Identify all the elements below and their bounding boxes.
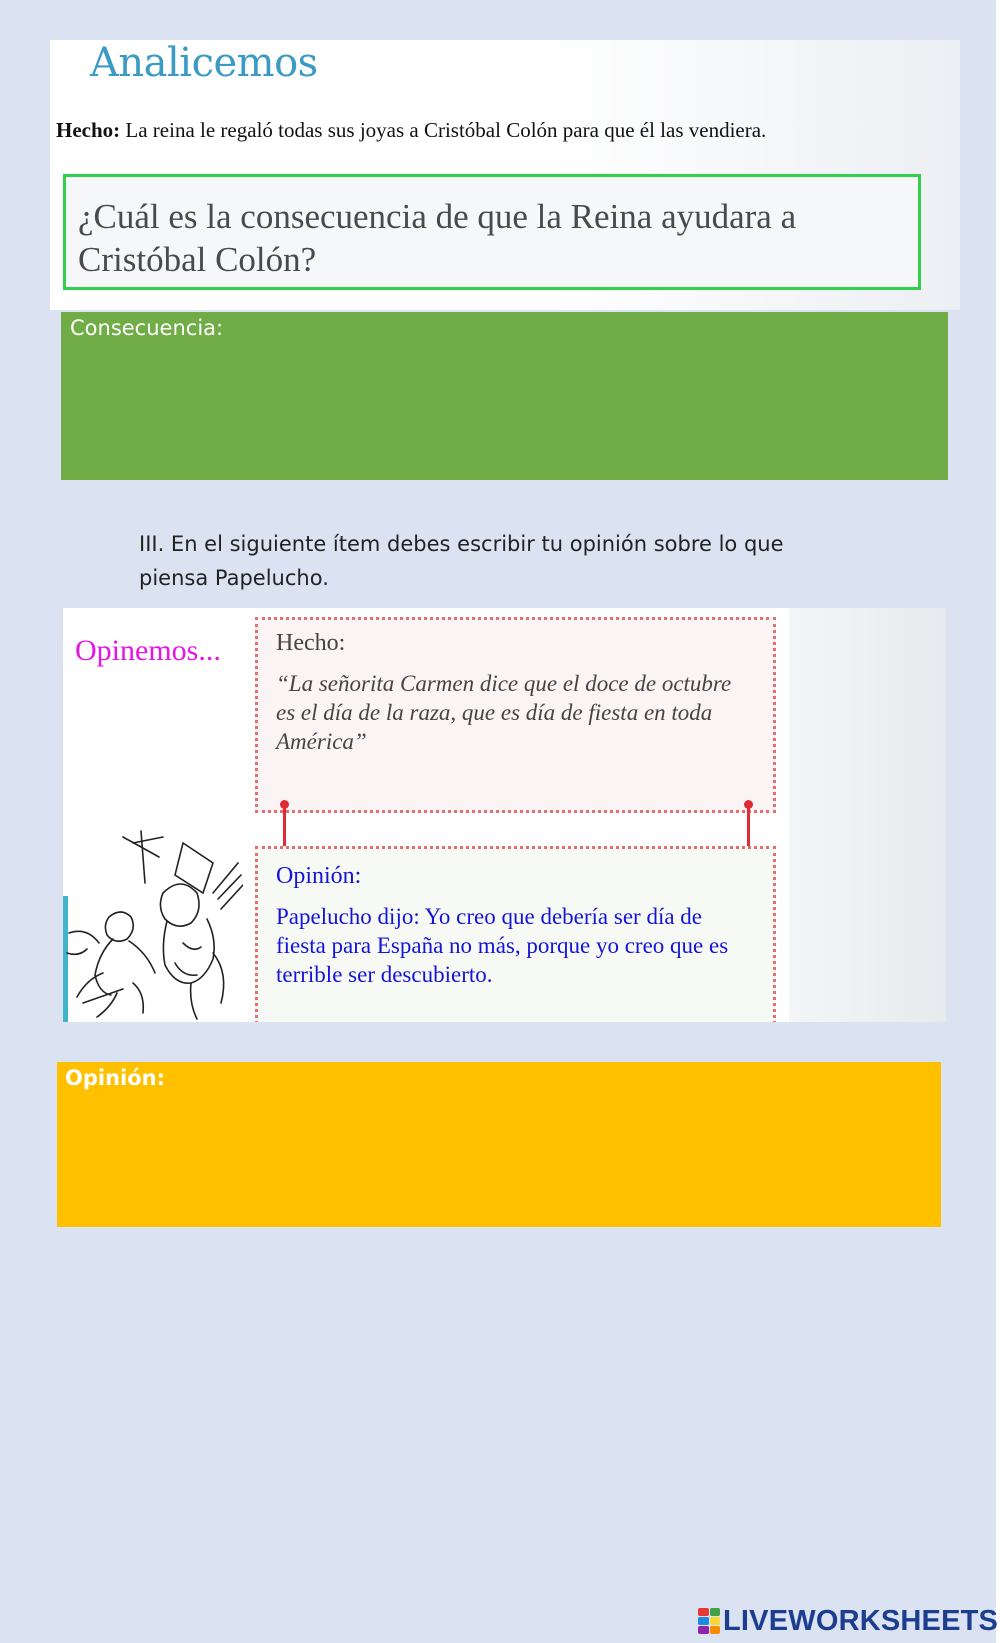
liveworksheets-logo[interactable] — [698, 1605, 998, 1637]
consecuencia-answer-box[interactable] — [61, 312, 948, 480]
analicemos-panel — [50, 40, 960, 310]
opinion-answer-box[interactable] — [57, 1062, 941, 1227]
liveworksheets-brand: LIVEWORKSHEETS — [723, 1604, 999, 1637]
opinion-label: Opinión: — [65, 1066, 166, 1090]
analicemos-hecho-text: La reina le regaló todas sus joyas a Cristóbal Colón para que él las vendiera. — [125, 118, 767, 142]
opinemos-opinion-card — [255, 846, 776, 1022]
opinemos-shade — [789, 608, 946, 1022]
consecuencia-label: Consecuencia: — [70, 316, 224, 340]
opinemos-hecho-card — [255, 617, 776, 813]
analicemos-question: ¿Cuál es la consecuencia de que la Reina ayudara a Cristóbal Colón? — [63, 174, 921, 290]
opinemos-opinion-label: Opinión: — [276, 863, 362, 889]
opinemos-opinion-text: Papelucho dijo: Yo creo que debería ser día de fiesta para España no más, porque yo creo que es terrible ser descubierto. — [276, 904, 729, 987]
instruction-text: III. En el siguiente ítem debes escribir tu opinión sobre lo que piensa Papelucho. — [139, 532, 784, 590]
analicemos-hecho-label: Hecho: — [56, 118, 121, 142]
liveworksheets-logo-icon — [698, 1608, 720, 1634]
opinemos-panel — [63, 608, 946, 1022]
colon-sketch-icon — [63, 823, 243, 1022]
analicemos-hecho — [56, 118, 946, 143]
connector-left-top-dot — [280, 800, 289, 809]
connector-right-top-dot — [744, 800, 753, 809]
opinemos-title: Opinemos... — [75, 634, 221, 667]
analicemos-title: Analicemos — [90, 40, 318, 86]
opinemos-hecho-quote: “La señorita Carmen dice que el doce de octubre es el día de la raza, que es día de fiesta en toda América” — [276, 671, 732, 754]
opinemos-hecho-label: Hecho: — [276, 630, 346, 656]
